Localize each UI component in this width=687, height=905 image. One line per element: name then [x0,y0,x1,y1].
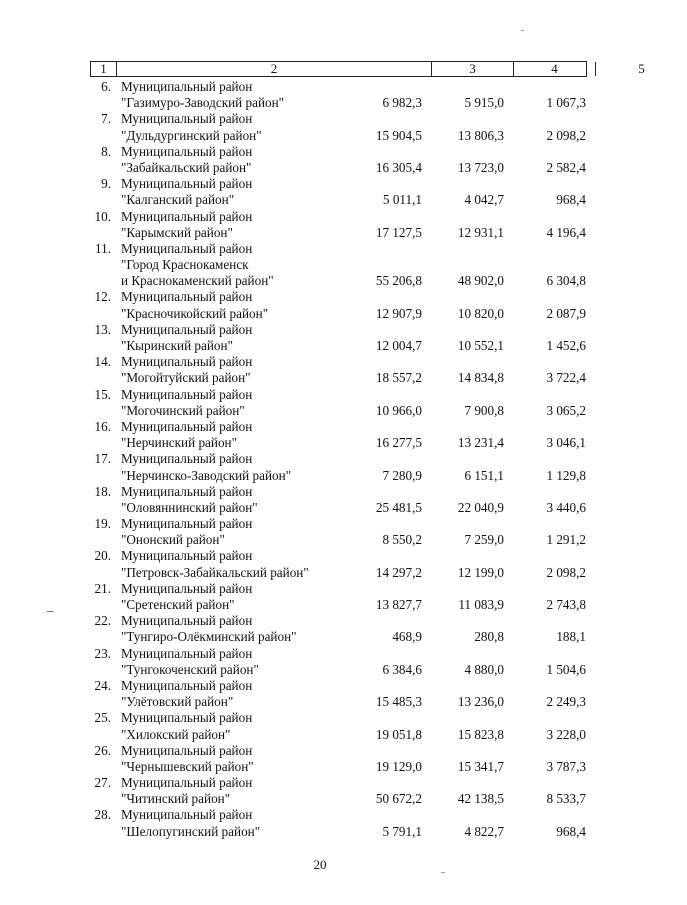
value-col-5: 4 196,4 [546,224,586,240]
row-line [0,403,640,419]
table-row [0,111,640,143]
row-label: Муниципальный район [121,742,253,758]
row-line [0,694,640,710]
value-col-5: 2 087,9 [546,305,586,321]
row-label: Муниципальный район [121,807,253,823]
header-col-2: 2 [117,62,432,76]
row-line [0,597,640,613]
value-col-3: 468,9 [392,629,422,645]
row-line [0,257,640,273]
value-col-4: 4 042,7 [464,192,504,208]
table-row [0,516,640,548]
row-label: Муниципальный район [121,677,253,693]
value-col-5: 2 098,2 [546,564,586,580]
row-number: 12. [94,289,111,305]
row-label: Муниципальный район [121,79,253,94]
table-row [0,807,640,839]
value-col-4: 13 806,3 [457,127,504,143]
scan-speck [521,30,524,31]
value-col-4: 15 341,7 [457,758,504,774]
table-body [0,79,640,840]
row-label: Муниципальный район [121,516,253,532]
row-label: "Газимуро-Заводский район" [121,95,285,111]
row-line [0,289,640,305]
row-number: 24. [94,677,111,693]
value-col-3: 5 791,1 [382,823,422,839]
value-col-5: 2 582,4 [546,159,586,175]
row-line [0,775,640,791]
row-label: "Карымский район" [121,224,233,240]
value-col-4: 14 834,8 [457,370,504,386]
table-row [0,176,640,208]
row-line [0,241,640,257]
row-line [0,160,640,176]
row-number: 15. [94,386,111,402]
value-col-3: 7 280,9 [382,467,422,483]
row-number: 8. [101,143,111,159]
value-col-3: 15 485,3 [375,694,422,710]
row-line [0,759,640,775]
table-row [0,289,640,321]
table-row [0,646,640,678]
row-label: "Калганский район" [121,192,235,208]
row-label: Муниципальный район [121,418,253,434]
row-number: 9. [101,176,111,192]
table-row [0,79,640,111]
value-col-5: 1 452,6 [546,338,586,353]
value-col-3: 19 051,8 [375,726,422,742]
row-line [0,824,640,840]
row-line [0,581,640,597]
value-col-5: 1 504,6 [546,661,586,677]
table-row [0,451,640,483]
value-col-4: 42 138,5 [457,791,504,807]
table-row [0,354,640,386]
value-col-3: 6 982,3 [382,95,422,111]
header-col-5: 5 [638,61,645,76]
row-number: 23. [94,645,111,661]
value-col-3: 14 297,2 [375,564,422,580]
row-label: "Петровск-Забайкальский район" [121,564,309,580]
row-label: Муниципальный район [121,775,253,791]
row-label: Муниципальный район [121,321,253,337]
row-number: 18. [94,483,111,499]
value-col-3: 55 206,8 [375,273,422,289]
value-col-5: 3 046,1 [546,435,586,451]
row-label: "Тунгокоченский район" [121,661,259,677]
row-line [0,629,640,645]
row-label: "Могойтуйский район" [121,370,251,386]
value-col-5: 3 787,3 [546,758,586,774]
value-col-3: 15 904,5 [375,127,422,143]
row-label: "Ононский район" [121,532,225,548]
row-label: Муниципальный район [121,645,253,661]
row-label: Муниципальный район [121,451,253,467]
row-label: Муниципальный район [121,613,253,629]
row-label: "Нерчинско-Заводский район" [121,467,292,483]
value-col-3: 16 305,4 [375,159,422,175]
row-number: 28. [94,807,111,823]
row-line [0,727,640,743]
value-col-4: 48 902,0 [457,273,504,289]
value-col-3: 10 966,0 [375,402,422,418]
value-col-3: 8 550,2 [382,532,422,548]
table-row [0,743,640,775]
value-col-5: 1 067,3 [546,95,586,111]
row-label: Муниципальный район [121,208,253,224]
row-number: 17. [94,451,111,467]
row-line [0,662,640,678]
row-line [0,435,640,451]
row-label: "Улётовский район" [121,694,234,710]
table-row [0,678,640,710]
value-col-5: 2 743,8 [546,597,586,612]
row-line [0,370,640,386]
value-col-4: 5 915,0 [464,95,504,111]
value-col-4: 280,8 [474,629,504,645]
row-line [0,516,640,532]
table-header [90,61,645,77]
value-col-3: 50 672,2 [375,791,422,807]
row-number: 22. [94,613,111,629]
value-col-5: 3 065,2 [546,402,586,418]
row-line [0,387,640,403]
row-label: "Читинский район" [121,791,231,807]
header-col-4: 4 [514,62,596,76]
table-row [0,387,640,419]
row-label: "Дульдургинский район" [121,127,262,143]
row-label: "Чернышевский район" [121,758,254,774]
header-col-3: 3 [432,62,514,76]
row-number: 19. [94,516,111,532]
value-col-3: 13 827,7 [375,597,422,612]
row-label: "Шелопугинский район" [121,823,261,839]
value-col-4: 4 822,7 [464,823,504,839]
table-row [0,144,640,176]
row-label: и Краснокаменский район" [121,273,274,289]
value-col-5: 188,1 [556,629,586,645]
row-line [0,548,640,564]
value-col-5: 968,4 [556,192,586,208]
value-col-4: 12 931,1 [457,224,504,240]
row-line [0,144,640,160]
row-label: "Тунгиро-Олёкминский район" [121,629,297,645]
row-number: 16. [94,418,111,434]
row-number: 21. [94,580,111,596]
row-line [0,565,640,581]
row-number: 10. [94,208,111,224]
row-label: "Нерчинский район" [121,435,237,451]
value-col-3: 25 481,5 [375,499,422,515]
value-col-4: 10 552,1 [457,338,504,353]
row-line [0,532,640,548]
value-col-4: 12 199,0 [457,564,504,580]
row-number: 14. [94,354,111,370]
row-label: Муниципальный район [121,483,253,499]
row-line [0,613,640,629]
row-line [0,128,640,144]
row-number: 26. [94,742,111,758]
value-col-3: 18 557,2 [375,370,422,386]
row-line [0,354,640,370]
value-col-4: 6 151,1 [464,467,504,483]
row-line [0,743,640,759]
row-line [0,306,640,322]
row-number: 11. [95,240,111,256]
row-line [0,451,640,467]
row-line [0,273,640,289]
row-line [0,500,640,516]
row-number: 25. [94,710,111,726]
row-label: "Забайкальский район" [121,159,252,175]
value-col-4: 22 040,9 [457,499,504,515]
row-line [0,419,640,435]
value-col-3: 5 011,1 [382,192,422,208]
row-line [0,646,640,662]
row-number: 7. [101,111,111,127]
value-col-3: 19 129,0 [375,758,422,774]
table-row [0,322,640,354]
row-line [0,192,640,208]
value-col-4: 11 083,9 [458,597,504,612]
row-line [0,95,640,111]
header-col-1: 1 [91,62,117,76]
value-col-5: 968,4 [556,823,586,839]
row-line [0,791,640,807]
table-row [0,613,640,645]
row-line [0,484,640,500]
value-col-4: 7 259,0 [464,532,504,548]
table-row [0,209,640,241]
value-col-4: 13 231,4 [457,435,504,451]
value-col-3: 6 384,6 [382,661,422,677]
row-label: Муниципальный район [121,176,253,192]
value-col-5: 3 228,0 [546,726,586,742]
row-line [0,338,640,354]
value-col-5: 2 098,2 [546,127,586,143]
value-col-4: 13 236,0 [457,694,504,710]
row-label: "Красночикойский район" [121,305,269,321]
table-row [0,710,640,742]
row-label: Муниципальный район [121,580,253,596]
value-col-5: 8 533,7 [546,791,586,807]
value-col-3: 12 004,7 [375,338,422,353]
value-col-5: 6 304,8 [546,273,586,289]
value-col-5: 3 722,4 [546,370,586,386]
row-label: "Хилокский район" [121,726,231,742]
row-line [0,807,640,823]
row-line [0,209,640,225]
row-line [0,710,640,726]
row-line [0,678,640,694]
row-label: "Сретенский район" [121,597,235,612]
row-number: 13. [94,321,111,337]
row-line [0,468,640,484]
row-label: Муниципальный район [121,143,253,159]
value-col-5: 2 249,3 [546,694,586,710]
row-label: Муниципальный район [121,111,253,127]
value-col-3: 17 127,5 [375,224,422,240]
row-line [0,225,640,241]
row-label: "Кыринский район" [121,338,233,353]
row-line [0,79,640,95]
row-label: Муниципальный район [121,710,253,726]
table-row [0,419,640,451]
row-label: Муниципальный район [121,548,253,564]
table-row [0,484,640,516]
row-label: Муниципальный район [121,354,253,370]
value-col-5: 3 440,6 [546,499,586,515]
table-row [0,581,640,613]
value-col-3: 16 277,5 [375,435,422,451]
value-col-5: 1 291,2 [546,532,586,548]
row-number: 20. [94,548,111,564]
margin-mark [47,611,53,612]
row-number: 6. [101,79,111,94]
value-col-3: 12 907,9 [375,305,422,321]
table-row [0,241,640,290]
row-label: "Город Краснокаменск [121,257,249,273]
value-col-4: 4 880,0 [464,661,504,677]
table-row [0,775,640,807]
row-number: 27. [94,775,111,791]
value-col-4: 7 900,8 [464,402,504,418]
value-col-4: 13 723,0 [457,159,504,175]
row-line [0,322,640,338]
row-label: Муниципальный район [121,289,253,305]
value-col-4: 15 823,8 [457,726,504,742]
row-label: Муниципальный район [121,240,253,256]
value-col-5: 1 129,8 [546,467,586,483]
table-row [0,548,640,580]
row-label: "Оловяннинский район" [121,499,258,515]
row-line [0,176,640,192]
value-col-4: 10 820,0 [457,305,504,321]
row-label: Муниципальный район [121,386,253,402]
row-label: "Могочинский район" [121,402,245,418]
row-line [0,111,640,127]
page-number: 20 [313,857,327,872]
